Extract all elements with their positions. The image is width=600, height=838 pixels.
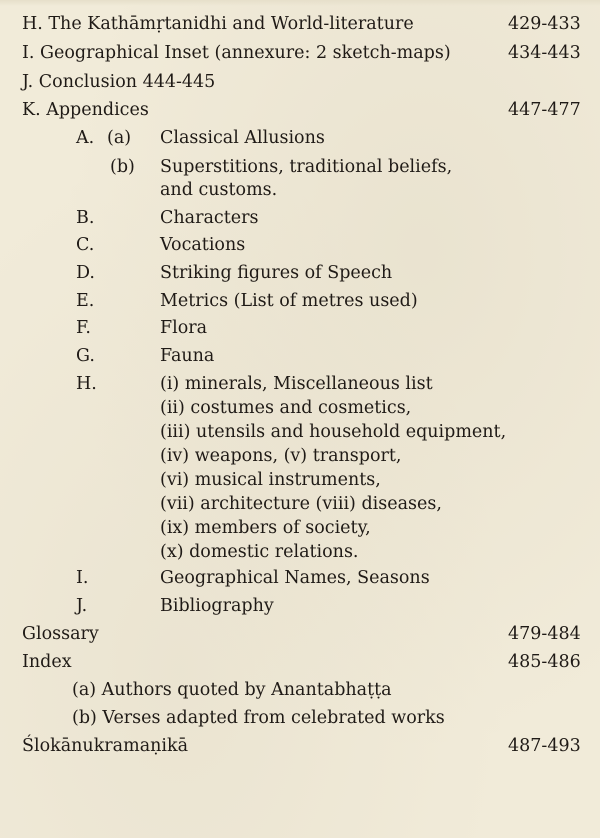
appendix-a-label: A. [76, 128, 95, 148]
appendix-h-item: (x) domestic relations. [160, 542, 359, 562]
appendix-a2-label: (b) [110, 157, 135, 177]
appendix-a2-text-continued: and customs. [160, 180, 278, 200]
appendix-d-text: Striking figures of Speech [160, 263, 393, 283]
appendix-f-label: F. [76, 318, 91, 338]
appendix-d-label: D. [76, 263, 95, 283]
appendix-b-text: Characters [160, 208, 259, 228]
index-sub-b: (b) Verses adapted from celebrated works [72, 708, 445, 728]
appendix-b-label: B. [76, 208, 95, 228]
appendix-h-item: (vii) architecture (viii) diseases, [160, 494, 442, 514]
appendix-g-text: Fauna [160, 346, 215, 366]
glossary-title: Glossary [22, 624, 99, 644]
appendix-g-label: G. [76, 346, 95, 366]
appendix-h-item: (ii) costumes and cosmetics, [160, 398, 412, 418]
appendix-h-item: (iv) weapons, (v) transport, [160, 446, 402, 466]
index-title: Index [22, 652, 72, 672]
appendix-h-item: (ix) members of society, [160, 518, 371, 538]
appendix-a1-label: (a) [107, 128, 132, 148]
appendix-h-item: (iii) utensils and household equipment, [160, 422, 507, 442]
index-sub-a: (a) Authors quoted by Anantabhaṭṭa [72, 680, 392, 700]
slokanukramanika-title: Ślokānukramaṇikā [22, 736, 189, 756]
slokanukramanika-pages: 487-493 [508, 736, 581, 756]
appendix-a2-text: Superstitions, traditional beliefs, [160, 157, 453, 177]
appendix-a1-text: Classical Allusions [160, 128, 325, 148]
appendix-h-label: H. [76, 374, 97, 394]
toc-entry-k-title: K. Appendices [22, 100, 149, 120]
appendix-e-text: Metrics (List of metres used) [160, 291, 418, 311]
toc-entry-i-title: I. Geographical Inset (annexure: 2 sketch-maps) [22, 43, 451, 63]
appendix-h-item: (vi) musical instruments, [160, 470, 381, 490]
appendix-f-text: Flora [160, 318, 208, 338]
appendix-j-text: Bibliography [160, 596, 274, 616]
toc-entry-h-title: H. The Kathāmṛtanidhi and World-literature [22, 14, 414, 34]
toc-entry-h-pages: 429-433 [508, 14, 581, 34]
appendix-j-label: J. [76, 596, 88, 616]
appendix-c-text: Vocations [160, 235, 246, 255]
appendix-i-label: I. [76, 568, 89, 588]
page-edge-shadow [0, 0, 600, 6]
toc-entry-j-title: J. Conclusion 444-445 [22, 72, 216, 92]
appendix-c-label: C. [76, 235, 95, 255]
appendix-e-label: E. [76, 291, 95, 311]
appendix-h-item: (i) minerals, Miscellaneous list [160, 374, 433, 394]
toc-entry-i-pages: 434-443 [508, 43, 581, 63]
appendix-i-text: Geographical Names, Seasons [160, 568, 430, 588]
toc-entry-k-pages: 447-477 [508, 100, 581, 120]
glossary-pages: 479-484 [508, 624, 581, 644]
index-pages: 485-486 [508, 652, 581, 672]
